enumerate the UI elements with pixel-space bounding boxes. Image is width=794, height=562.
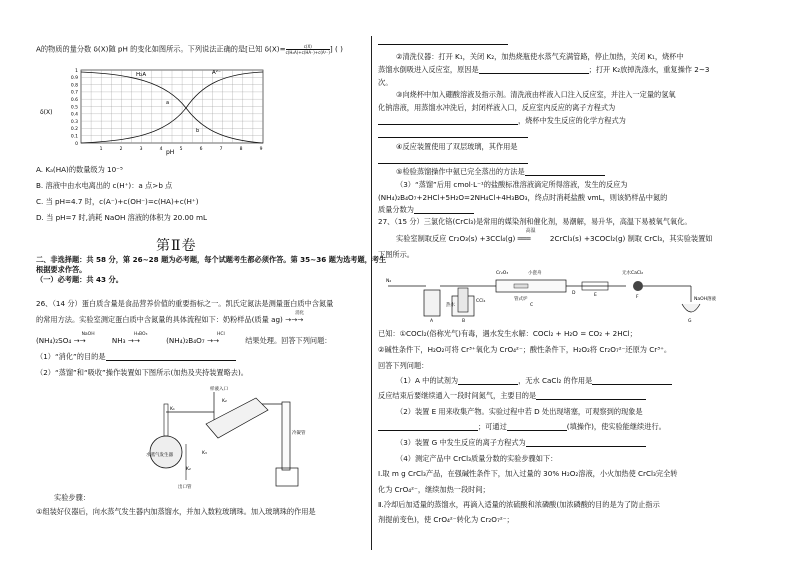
- known-2: ②碱性条件下，H₂O₂可将 Cr³⁺氧化为 CrO₄²⁻；酸性条件下，H₂O₂将 Cr₂O₇²⁻还原为 Cr³⁺。: [378, 345, 672, 354]
- answer-blank: [507, 423, 567, 431]
- q27-2-b-b: (填操作)，使实验能继续进行。: [566, 422, 666, 431]
- x-tick-label: 9: [259, 147, 263, 152]
- tube-furnace: [496, 280, 566, 292]
- step-2-line-1: ②清洗仪器：打开 K₁，关闭 K₂，加热烧瓶使水蒸气充满管路，停止加热，关闭 K₁，烧杯中: [396, 52, 684, 61]
- question-end: ] ( ): [329, 44, 343, 54]
- q26-1-text: （1）“消化”的目的是: [36, 352, 106, 361]
- step-2-line-2: [378, 65, 709, 74]
- section-title: 第Ⅱ卷: [156, 238, 197, 254]
- step-2-line-3: 次。: [378, 78, 393, 87]
- q26-3-line-3-text: 质量分数为: [378, 205, 414, 214]
- label-d: D: [572, 291, 576, 296]
- y-tick-label: 0: [75, 141, 78, 147]
- question-intro: [36, 44, 343, 55]
- answer-blank: [106, 353, 236, 361]
- arrow-digest-label: 消化: [295, 311, 305, 316]
- answer-blank: [592, 377, 672, 385]
- step-3-line-3: [378, 116, 626, 125]
- q27-4: （4）测定产品中 CrCl₃质量分数的实验步骤如下：: [396, 454, 558, 463]
- graph-y-axis-label: δ(X): [40, 109, 53, 116]
- answer-blank: [525, 168, 605, 176]
- answer-blank: [378, 130, 528, 138]
- label-a: A: [430, 319, 434, 324]
- step-3-line-1: ③向烧杯中加入硼酸溶液及指示剂。清洗液由样液入口注入反应室，并注入一定量的氢氧: [396, 90, 676, 99]
- reaction-left: 实验室制取反应 Cr₂O₃(s) +3CCl₄(g): [396, 234, 516, 243]
- label-g: G: [688, 319, 692, 324]
- x-tick-label: 6: [199, 147, 203, 152]
- label-c: C: [530, 303, 534, 308]
- column-divider: [371, 36, 372, 550]
- porcelain-boat: [514, 284, 528, 288]
- fraction-numerator: c(X): [286, 44, 330, 50]
- q26-1: [36, 352, 236, 361]
- arrow-boric: H₃BO₃ →→: [127, 332, 148, 345]
- q27-2-b: [378, 422, 666, 431]
- arrow-naoh: NaOH →→: [73, 332, 95, 345]
- arrow-digest: 消化 →→→: [285, 311, 305, 324]
- q26-text-1: 26、（14 分）蛋白质含量是食品营养价值的重要指标之一。凯氏定氮法是测量蛋白质中含氮量: [36, 299, 334, 308]
- bottle-a: [424, 290, 440, 316]
- label-b: B: [462, 319, 466, 324]
- option-c: C. 当 pH=4.7 时，c(A⁻)+c(OH⁻)=c(HA)+c(H⁺): [36, 197, 199, 206]
- label-ccl4: CCl₄: [476, 299, 486, 304]
- answer-blank: [378, 117, 518, 125]
- graph-grid: [81, 70, 263, 143]
- known-1: 已知：①COCl₂(俗称光气)有毒，遇水发生水解：COCl₂ + H₂O = CO₂ + 2HCl；: [378, 329, 637, 338]
- step-3-line-4: [378, 129, 528, 138]
- label-boat: 小瓷舟: [528, 271, 542, 276]
- arrow-boric-label: H₃BO₃: [133, 332, 148, 337]
- q26-flow: [36, 332, 332, 345]
- point-label-a: a: [166, 100, 170, 106]
- answer-prompt: 回答下列问题：: [378, 361, 429, 370]
- reaction-condition: 高温: [525, 228, 536, 234]
- q26-3-line-1: （3）“蒸馏”后用 cmol·L⁻¹的盐酸标准溶液滴定所得溶液，发生的反应为: [396, 180, 628, 189]
- q27-2: （2）装置 E 用来收集产物。实验过程中若 D 处出现堵塞，可观察到的现象是: [396, 407, 643, 416]
- question-intro-text: A的物质的量分数 δ(X)随 pH 的变化如图所示。下列说法正确的是[已知 δ(X)=: [36, 44, 286, 54]
- y-tick-label: 0.2: [70, 127, 78, 133]
- curve-label-h2a: H₂A: [136, 72, 147, 78]
- reaction-right: 2CrCl₃(s) +3COCl₂(g) 制取 CrCl₃，其实验装置如: [549, 234, 713, 243]
- graph-x-axis-label: pH: [166, 149, 175, 156]
- q27-4-step-1: Ⅰ.取 m g CrCl₃产品，在强碱性条件下，加入过量的 30% H₂O₂溶液，小火加热使 CrCl₃完全转: [378, 469, 678, 478]
- label-k2-top: K₂: [222, 399, 227, 404]
- answer-blank: [526, 439, 646, 447]
- q27-4-step-1b: 化为 CrO₄²⁻，继续加热一段时间；: [378, 485, 490, 494]
- y-tick-label: 0.9: [70, 76, 78, 82]
- step-2-line-2-a: 蒸馏水倒吸进入反应室，原因是: [378, 65, 479, 74]
- step-5: [396, 167, 605, 176]
- x-tick-label: 3: [139, 147, 143, 152]
- fraction-denominator: c(H₂A)+c(HA⁻)+c(A²⁻): [285, 50, 330, 55]
- label-furnace: 管式炉: [514, 297, 528, 302]
- x-tick-label: 5: [179, 147, 183, 152]
- q27-1-c-text: 反应结束后要继续通入一段时间氮气，主要目的是: [378, 391, 537, 400]
- point-label-b: b: [196, 128, 200, 134]
- q27-1-b: ，无水 CaCl₂ 的作用是: [518, 376, 593, 385]
- step-3-line-3-b: ，烧杯中发生反应的化学方程式为: [518, 116, 626, 125]
- arrow-naoh-label: NaOH: [81, 332, 95, 337]
- step-5-text: ⑤检验蒸馏操作中氨已完全蒸出的方法是: [396, 167, 525, 176]
- receiving-beaker: [276, 468, 298, 486]
- answer-blank: [479, 66, 589, 74]
- flow-ammonium-sulfate: (NH₄)₂SO₄: [36, 336, 72, 345]
- flow-nh3: NH₃: [111, 336, 126, 345]
- label-cacl2: 无水CaCl₂: [622, 271, 644, 276]
- y-tick-label: 1: [75, 68, 78, 74]
- crcl3-apparatus: [386, 262, 716, 324]
- q27-2-b-a: ；可通过: [478, 422, 507, 431]
- q26-text-2-body: 的常用方法。实验室测定蛋白质中含氮量的具体流程如下：奶粉样品(质量 ag): [36, 315, 283, 324]
- label-k1: K₁: [170, 407, 175, 412]
- answer-blank: [414, 206, 474, 214]
- flow-ammonium-borate: (NH₄)₂B₄O₇: [166, 336, 205, 345]
- curve-label-a2: A²⁻: [212, 70, 221, 76]
- label-f: F: [636, 295, 639, 300]
- flow-result: 结果处理。回答下列问题：: [245, 336, 332, 345]
- q27-3: [396, 438, 646, 447]
- x-tick-label: 4: [159, 147, 163, 152]
- step-2-line-2-b: ；打开 K₂放掉洗涤水，重复操作 2~3: [588, 65, 710, 74]
- label-sample-inlet: 样液入口: [210, 387, 228, 392]
- arrow-hcl: HCl →→: [206, 332, 225, 345]
- reaction-chamber: [206, 398, 268, 438]
- option-a: A. Kₐ(HA)的数量级为 10⁻⁵: [36, 165, 123, 174]
- condenser: [282, 402, 290, 470]
- flask-neck: [164, 404, 168, 436]
- q26-text-2: [36, 311, 327, 324]
- step-1: ①组装好仪器后，向水蒸气发生器内加蒸馏水，并加入数粒玻璃珠。加入玻璃珠的作用是: [36, 507, 316, 516]
- distillation-apparatus: [126, 384, 326, 492]
- step-4-answer: [378, 155, 528, 164]
- q26-2: （2）“蒸馏”和“吸收”操作装置如下图所示(加热及夹持装置略去)。: [36, 368, 248, 377]
- label-steam-generator: 水蒸气发生器: [146, 453, 173, 458]
- delta-ph-graph: [36, 60, 276, 160]
- label-k2-bottom: K₂: [186, 467, 191, 472]
- y-tick-label: 0.5: [70, 105, 78, 111]
- label-condenser: 冷凝管: [292, 431, 306, 436]
- answer-blank: [378, 156, 528, 164]
- steps-title: 实验步骤：: [54, 493, 90, 502]
- answer-line-top: [378, 36, 508, 45]
- reaction-arrow: 高温 ═══: [517, 228, 536, 243]
- part2-instructions-1: 二、非选择题：共 58 分，第 26~28 题为必考题，每个试题考生都必须作答。第 35~36 题为选考题，考生: [36, 255, 387, 264]
- drying-tube-f: [633, 281, 643, 291]
- answer-blank: [458, 377, 518, 385]
- q27-1-a: （1）A 中的试剂为: [396, 376, 459, 385]
- label-hot-water: 热水: [446, 303, 455, 308]
- option-b: B. 溶液中由水电离出的 c(H⁺)：a 点>b 点: [36, 181, 173, 190]
- answer-blank: [378, 423, 478, 431]
- y-tick-label: 0.8: [70, 83, 78, 89]
- label-outlet: 出口管: [178, 485, 192, 490]
- y-tick-label: 0.3: [70, 119, 78, 125]
- x-tick-label: 2: [119, 147, 123, 152]
- x-tick-label: 1: [99, 147, 103, 152]
- naoh-beaker: [682, 304, 700, 312]
- y-tick-label: 0.4: [70, 112, 78, 118]
- y-tick-label: 0.6: [70, 98, 78, 103]
- bottle-b: [458, 288, 468, 312]
- x-tick-label: 8: [239, 147, 243, 152]
- graph-y-ticks: [71, 68, 78, 147]
- graph-x-ticks: [100, 146, 263, 152]
- q26-3-line-2: (NH₄)₂B₄O₇+2HCl+5H₂O=2NH₄Cl+4H₃BO₃，终点时消耗盐酸 vmL，则该奶样品中氮的: [378, 193, 668, 202]
- fraction: [286, 44, 330, 55]
- option-d: D. 当 pH=7 时,消耗 NaOH 溶液的体积为 20.00 mL: [36, 213, 207, 222]
- q27-4-step-2: Ⅱ.冷却后加适量的蒸馏水，再滴入适量的浓硫酸和浓磷酸(加浓磷酸的目的是为了防止指示: [378, 500, 660, 509]
- q26-3-line-3: [378, 205, 474, 214]
- steam-generator-flask: [150, 436, 182, 468]
- q27-1: [396, 376, 672, 385]
- answer-blank: [378, 37, 508, 45]
- step-4: ④反应装置使用了双层玻璃，其作用是: [396, 142, 518, 151]
- part2-instructions-2: 根据要求作答。: [36, 265, 87, 274]
- q27-3-text: （3）装置 G 中发生反应的离子方程式为: [396, 438, 526, 447]
- answer-blank: [536, 392, 646, 400]
- q27-reaction: [396, 228, 713, 243]
- q27-title: 27、（15 分）三氯化铬(CrCl₃)是常用的媒染剂和催化剂，易潮解，易升华，高温下易被氧气氧化。: [378, 217, 692, 226]
- q27-1-c: [378, 391, 646, 400]
- part2-instructions-3: （一）必考题：共 43 分。: [36, 275, 123, 284]
- arrow-hcl-label: HCl: [216, 332, 225, 337]
- q27-figure-intro: 下图所示。: [378, 250, 414, 259]
- label-k3: K₃: [202, 451, 207, 456]
- label-n2: N₂: [386, 279, 392, 284]
- label-e: E: [594, 293, 597, 298]
- label-cr2o3: Cr₂O₃: [496, 271, 509, 276]
- x-tick-label: 7: [219, 147, 223, 152]
- y-tick-label: 0.7: [70, 90, 78, 96]
- label-naoh: NaOH溶液: [694, 297, 716, 302]
- q27-4-step-2b: 剂提前变色)，使 CrO₄²⁻转化为 Cr₂O₇²⁻；: [378, 515, 514, 524]
- step-3-line-2: 化钠溶液，用蒸馏水冲洗后，封闭样液入口，反应室内反应的离子方程式为: [378, 103, 616, 112]
- y-tick-label: 0.1: [70, 134, 78, 140]
